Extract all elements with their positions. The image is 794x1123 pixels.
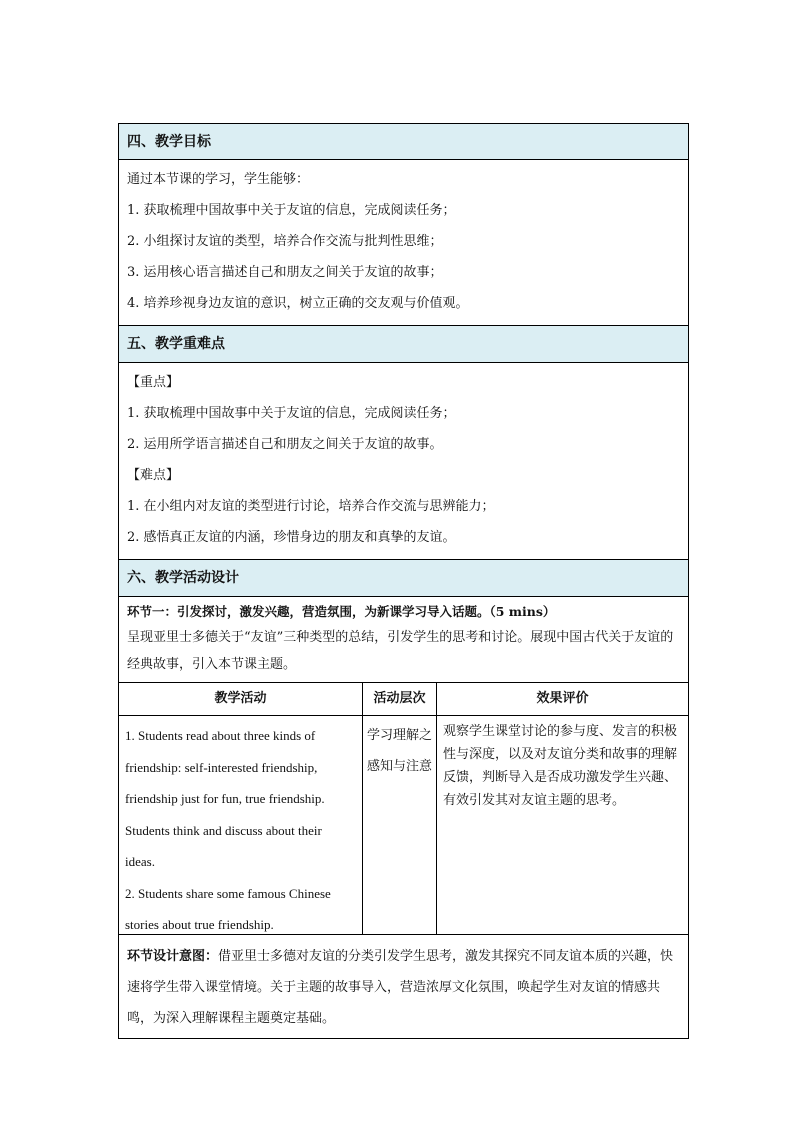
column-header-evaluation: 效果评价 <box>536 691 589 706</box>
difficult-point-item: 2. 感悟真正友谊的内涵，珍惜身边的朋友和真挚的友谊。 <box>127 530 456 545</box>
objective-item: 3. 运用核心语言描述自己和朋友之间关于友谊的故事； <box>127 265 443 280</box>
key-points-label: 【重点】 <box>127 375 180 390</box>
activity-line: friendship: self-interested friendship, <box>125 759 318 775</box>
lesson-plan-document <box>118 123 689 1039</box>
section-heading-teaching-objectives: 四、教学目标 <box>118 123 689 160</box>
section-heading-key-difficult-points: 五、教学重难点 <box>118 326 689 363</box>
key-point-item: 2. 运用所学语言描述自己和朋友之间关于友谊的故事。 <box>127 437 443 452</box>
activity-line: 2. Students share some famous Chinese <box>125 885 331 901</box>
difficult-points-label: 【难点】 <box>127 468 180 483</box>
section-heading-activity-design: 六、教学活动设计 <box>118 560 689 597</box>
design-intent-text: 借亚里士多德对友谊的分类引发学生思考，激发其探究不同友谊本质的兴趣，快速将学生带入课堂情境。关于主题的故事导入，营造浓厚文化氛围，唤起学生对友谊的情感共鸣，为深入理解课程主题奠定基础。 <box>127 949 674 1026</box>
column-header-activity: 教学活动 <box>119 683 363 715</box>
key-difficult-points-body <box>118 363 689 560</box>
activity-line: Students think and discuss about their <box>125 822 322 838</box>
activity-table-row <box>118 716 689 935</box>
stage-design-intent <box>118 935 689 1039</box>
objective-item: 1. 获取梳理中国故事中关于友谊的信息，完成阅读任务； <box>127 203 456 218</box>
column-header-level: 活动层次 <box>363 683 437 715</box>
activity-line: ideas. <box>125 854 155 869</box>
level-cell: 学习理解之感知与注意 <box>363 716 437 934</box>
activity-cell <box>119 716 363 934</box>
evaluation-cell: 观察学生课堂讨论的参与度、发言的积极性与深度，以及对友谊分类和故事的理解反馈，判断导入是否成功激发学生兴趣、有效引发其对友谊主题的思考。 <box>443 724 678 808</box>
activity-table-header-row <box>118 683 689 716</box>
key-point-item: 1. 获取梳理中国故事中关于友谊的信息，完成阅读任务； <box>127 406 456 421</box>
stage-one-header <box>118 597 689 683</box>
stage-one-title: 环节一：引发探讨，激发兴趣，营造氛围，为新课学习导入话题。（5 mins） <box>127 604 556 619</box>
objectives-intro: 通过本节课的学习，学生能够： <box>127 172 310 187</box>
activity-line: stories about true friendship. <box>125 917 274 932</box>
teaching-objectives-body <box>118 160 689 326</box>
stage-one-description: 呈现亚里士多德关于“友谊”三种类型的总结，引发学生的思考和讨论。展现中国古代关于友谊的经典故事，引入本节课主题。 <box>127 630 674 672</box>
objective-item: 4. 培养珍视身边友谊的意识，树立正确的交友观与价值观。 <box>127 296 469 311</box>
design-intent-label: 环节设计意图： <box>127 949 219 964</box>
objective-item: 2. 小组探讨友谊的类型，培养合作交流与批判性思维； <box>127 234 443 249</box>
difficult-point-item: 1. 在小组内对友谊的类型进行讨论，培养合作交流与思辨能力； <box>127 499 495 514</box>
activity-line: friendship just for fun, true friendship. <box>125 791 325 806</box>
activity-line: 1. Students read about three kinds of <box>125 728 316 743</box>
